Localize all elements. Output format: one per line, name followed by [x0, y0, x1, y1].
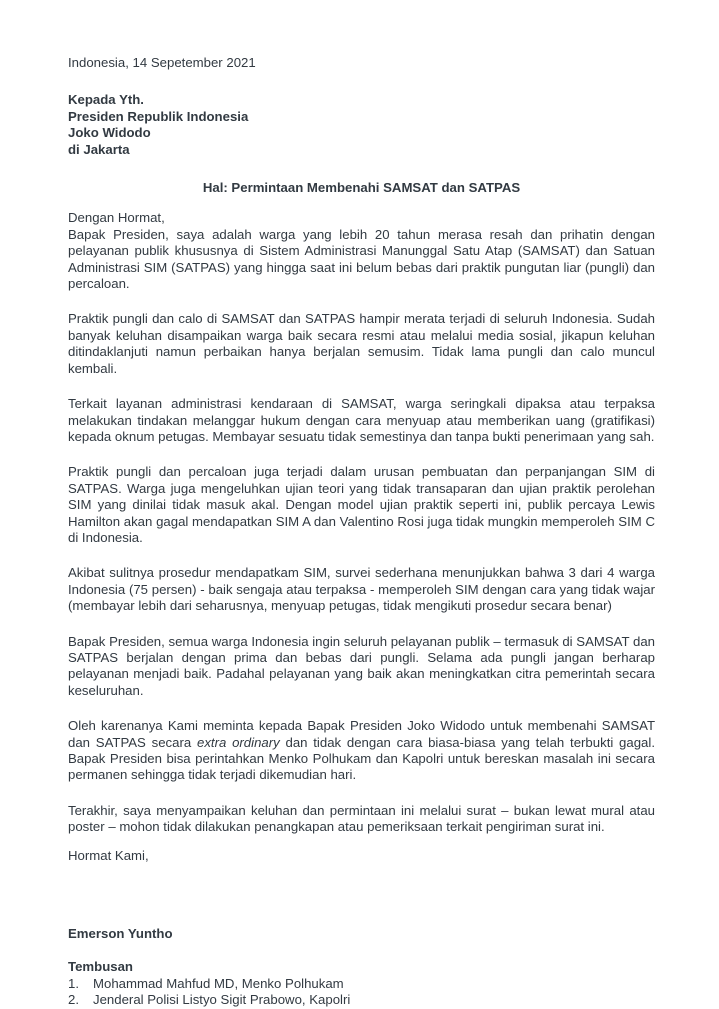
subject-line: Hal: Permintaan Membenahi SAMSAT dan SATPAS — [202, 180, 521, 196]
opening-salutation: Dengan Hormat, — [68, 210, 165, 226]
paragraph-1: Bapak Presiden, saya adalah warga yang lebih 20 tahun merasa resah dan prihatin dengan pelayanan publik khususnya di Sistem Administrasi Manunggal Satu Atap (SAMSAT) dan Satuan Administrasi SIM (SATPAS) yang hingga saat ini belum bebas dari praktik pungutan liar (pungli) dan percaloan. — [68, 226, 655, 292]
paragraph-7-after: dan tidak dengan cara biasa-biasa yang telah terbukti gagal. Bapak Presiden bisa perintahkan Menko Polhukam dan Kapolri untuk bereskan masalah ini secara permanen sehingga tidak terjadi dikemudian hari. — [68, 734, 655, 783]
paragraph-7-italic-phrase: extra ordinary — [196, 734, 280, 750]
cc-item-number: 1. — [68, 975, 79, 991]
cc-item — [68, 992, 655, 1008]
paragraph-intro — [68, 210, 655, 292]
cc-item-number: 2. — [68, 992, 79, 1008]
cc-item-text: Jenderal Polisi Listyo Sigit Prabowo, Kapolri — [93, 992, 351, 1008]
paragraph-7 — [68, 718, 655, 784]
recipient-name: Joko Widodo — [68, 125, 151, 141]
cc-block — [68, 959, 655, 1008]
cc-title: Tembusan — [68, 959, 133, 975]
recipient-city: di Jakarta — [68, 141, 130, 157]
recipient-title: Presiden Republik Indonesia — [68, 108, 249, 124]
cc-item — [68, 976, 655, 992]
signature-name: Emerson Yuntho — [68, 926, 173, 942]
paragraph-2: Praktik pungli dan calo di SAMSAT dan SATPAS hampir merata terjadi di seluruh Indonesia. Sudah banyak keluhan disampaikan warga baik secara resmi atau melalui media sosial, jikapun keluhan ditindaklanjuti namun perbaikan hanya berjalan semusim. Tidak lama pungli dan calo muncul kembali. — [68, 311, 655, 376]
date-line: Indonesia, 14 Sepetember 2021 — [68, 55, 256, 70]
paragraph-7-before: Oleh karenanya Kami meminta kepada Bapak Presiden Joko Widodo untuk membenahi SAMSAT dan SATPAS secara — [68, 718, 655, 750]
recipient-salutation: Kepada Yth. — [68, 92, 144, 108]
paragraph-3: Terkait layanan administrasi kendaraan di SAMSAT, warga seringkali dipaksa atau terpaksa melakukan tindakan melanggar hukum dengan cara menyuap atau memberikan uang (gratifikasi) kepada oknum petugas. Membayar sesuatu tidak semestinya dan tanpa bukti penerimaan yang sah. — [68, 396, 655, 444]
paragraph-8: Terakhir, saya menyampaikan keluhan dan permintaan ini melalui surat – bukan lewat mural atau poster – mohon tidak dilakukan penangkapan atau pemeriksaan terkait pengiriman surat ini. — [68, 802, 655, 835]
recipient-block — [68, 92, 655, 158]
closing-salutation: Hormat Kami, — [68, 847, 149, 863]
paragraph-6: Bapak Presiden, semua warga Indonesia ingin seluruh pelayanan publik – termasuk di SAMSAT dan SATPAS berjalan dengan prima dan bebas dari pungli. Selama ada pungli jangan berharap pelayanan menjadi baik. Padahal pelayanan yang baik akan meningkatkan citra pemerintah secara keseluruhan. — [68, 633, 655, 698]
cc-item-text: Mohammad Mahfud MD, Menko Polhukam — [93, 975, 344, 991]
paragraph-5: Akibat sulitnya prosedur mendapatkam SIM, survei sederhana menunjukkan bahwa 3 dari 4 warga Indonesia (75 persen) - baik sengaja atau terpaksa - memperoleh SIM dengan cara yang tidak wajar (membayar lebih dari seharusnya, menyuap petugas, tidak mengikuti prosedur secara benar) — [68, 565, 655, 614]
paragraph-4: Praktik pungli dan percaloan juga terjadi dalam urusan pembuatan dan perpanjangan SIM di SATPAS. Warga juga mengeluhkan ujian teori yang tidak transaparan dan ujian praktik perolehan SIM yang dinilai tidak masuk akal. Dengan model ujian praktik seperti ini, publik percaya Lewis Hamilton akan gagal mendapatkan SIM A dan Valentino Rosi juga tidak mungkin memperoleh SIM C di Indonesia. — [68, 464, 655, 545]
